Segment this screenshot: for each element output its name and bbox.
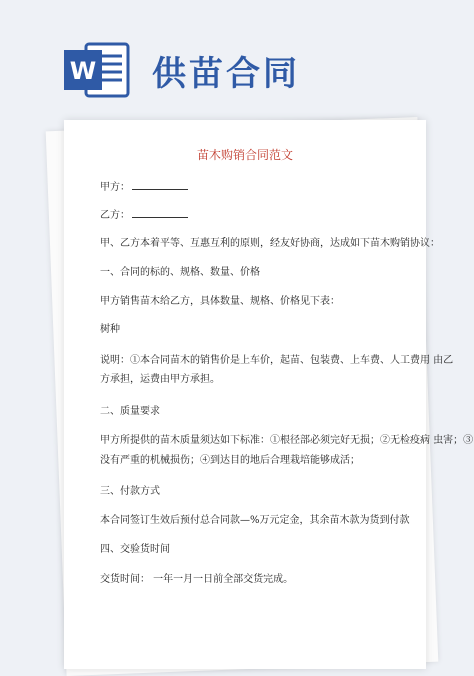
tree-species-label: 树种 (100, 324, 120, 335)
quality-line-2: 没有严重的机械损伤；④到达目的地后合理栽培能够成活； (100, 455, 360, 466)
quality-line-1: 甲方所提供的苗木质量须达如下标准：①根径部必须完好无损；②无检疫病 虫害；③ (100, 435, 474, 446)
party-a-line (100, 178, 188, 193)
section-3-heading: 三、付款方式 (100, 486, 160, 497)
note-line-1: 说明：①本合同苗木的销售价是上车价，起苗、包装费、上车费、人工费用 由乙 (100, 355, 454, 366)
party-b-line (100, 206, 188, 221)
word-icon-letter: W (69, 57, 97, 85)
word-document-icon (62, 40, 130, 100)
banner-title: 供苗合同 (152, 54, 300, 94)
delivery-time-text: 交货时间： 一年一月一日前全部交货完成。 (100, 574, 294, 585)
section-1-heading: 一、合同的标的、规格、数量、价格 (100, 267, 260, 278)
document-title: 苗木购销合同范文 (196, 148, 293, 162)
section-4-heading: 四、交验货时间 (100, 544, 170, 555)
document-page (64, 120, 474, 669)
section-2-heading: 二、质量要求 (100, 406, 160, 417)
header-banner (0, 0, 474, 110)
section-1-text: 甲方销售苗木给乙方，具体数量、规格、价格见下表： (100, 296, 340, 307)
preamble-text: 甲、乙方本着平等、互惠互利的原则，经友好协商，达成如下苗木购销协议： (100, 238, 440, 249)
party-a-blank (132, 180, 188, 190)
party-b-blank (132, 208, 188, 218)
payment-text: 本合同签订生效后预付总合同款—%万元定金，其余苗木款为货到付款 (100, 515, 410, 526)
party-a-label: 甲方： (100, 182, 130, 193)
party-b-label: 乙方： (100, 210, 130, 221)
note-line-2: 方承担，运费由甲方承担。 (100, 374, 220, 385)
